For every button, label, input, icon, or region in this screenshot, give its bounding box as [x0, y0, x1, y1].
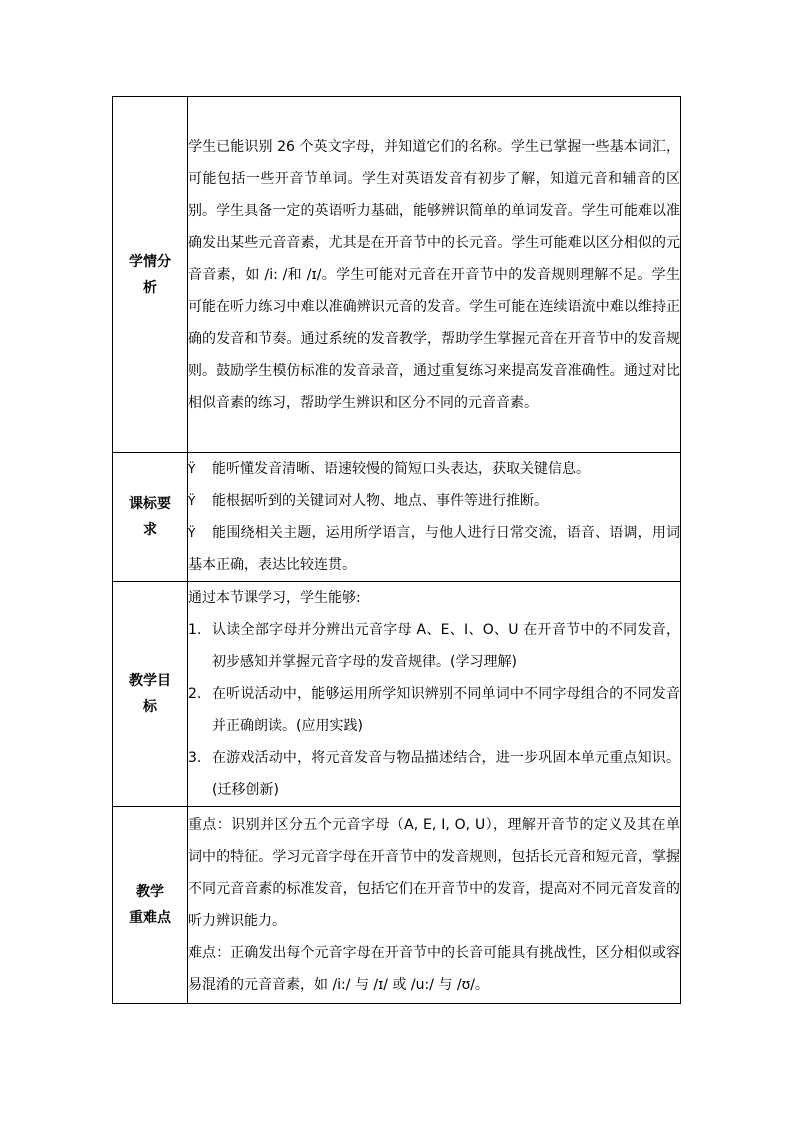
list-item — [188, 453, 680, 485]
list-item-text: 在游戏活动中，将元音发音与物品描述结合，进一步巩固本单元重点知识。(迁移创新) — [212, 750, 680, 798]
row-content — [188, 582, 681, 807]
difficult-points-text: 难点：正确发出每个元音字母在开音节中的长音可能具有挑战性，区分相似或容易混淆的元音音素，如 /i:/ 与 /ɪ/ 或 /u:/ 与 /ʊ/。 — [188, 945, 680, 993]
list-item — [188, 614, 680, 678]
list-item — [188, 678, 680, 742]
list-item-text: 能围绕相关主题，运用所学语言，与他人进行日常交流，语音、语调，用词基本正确，表达比较连贯。 — [188, 525, 680, 573]
list-item-text: 能听懂发音清晰、语速较慢的简短口头表达，获取关键信息。 — [212, 461, 590, 477]
label-line: 标 — [143, 699, 157, 715]
row-label — [113, 582, 188, 807]
label-line: 教学目 — [129, 673, 171, 689]
item-number: 2. — [188, 686, 202, 702]
label-line: 析 — [143, 279, 157, 296]
table-row — [113, 807, 681, 1004]
table-row — [113, 97, 681, 453]
row-content — [188, 807, 681, 1004]
row-content — [188, 453, 681, 582]
row-label — [113, 97, 188, 453]
item-number: 1. — [188, 622, 202, 638]
row-content — [188, 97, 681, 453]
label-line: 教学 — [136, 884, 164, 900]
bullet-icon: Ÿ — [188, 526, 196, 540]
list-item-text: 能根据听到的关键词对人物、地点、事件等进行推断。 — [212, 493, 548, 509]
table-row — [113, 582, 681, 807]
objectives-intro: 通过本节课学习，学生能够: — [188, 590, 361, 606]
item-number: 3. — [188, 750, 202, 766]
analysis-text: 学生已能识别 26 个英文字母，并知道它们的名称。学生已掌握一些基本词汇，可能包括一些开音节单词。学生对英语发音有初步了解，知道元音和辅音的区别。学生具备一定的英语听力基础，能够辨识简单的单词发音。学生可能难以准确发出某些元音音素，尤其是在开音节中的长元音。学生可能难以区分相似的元音音素，如 /i: /和 /ɪ/。学生可能对元音在开音节中的发音规则理解不足。学生可能在听力练习中难以准确辨识元音的发音。学生可能在连续语流中难以维持正确的发音和节奏。通过系统的发音教学，帮助学生掌握元音在开音节中的发音规则。鼓励学生模仿标准的发音录音，通过重复练习来提高发音准确性。通过对比相似音素的练习，帮助学生辨识和区分不同的元音音素。 — [188, 138, 680, 411]
list-item-text: 认读全部字母并分辨出元音字母 A、E、I、O、U 在开音节中的不同发音，初步感知并掌握元音字母的发音规律。(学习理解) — [212, 622, 680, 670]
table-row — [113, 453, 681, 582]
lesson-plan-table — [112, 96, 681, 1004]
bullet-icon: Ÿ — [188, 462, 196, 476]
row-label — [113, 453, 188, 582]
list-item — [188, 517, 680, 581]
list-item — [188, 742, 680, 806]
list-item — [188, 485, 680, 517]
key-points-text: 重点：识别并区分五个元音字母（A, E, I, O, U），理解开音节的定义及其在单词中的特征。学习元音字母在开音节中的发音规则，包括长元音和短元音，掌握不同元音音素的标准发音，包括它们在开音节中的发音，提高对不同元音发音的听力辨识能力。 — [188, 817, 680, 929]
label-line: 课标要 — [129, 496, 171, 512]
label-line: 求 — [143, 522, 157, 538]
bullet-icon: Ÿ — [188, 494, 196, 508]
list-item-text: 在听说活动中，能够运用所学知识辨别不同单词中不同字母组合的不同发音并正确朗读。(应用实践) — [212, 686, 680, 734]
label-line: 重难点 — [129, 910, 171, 926]
row-label — [113, 807, 188, 1004]
label-line: 学情分 — [129, 253, 171, 270]
